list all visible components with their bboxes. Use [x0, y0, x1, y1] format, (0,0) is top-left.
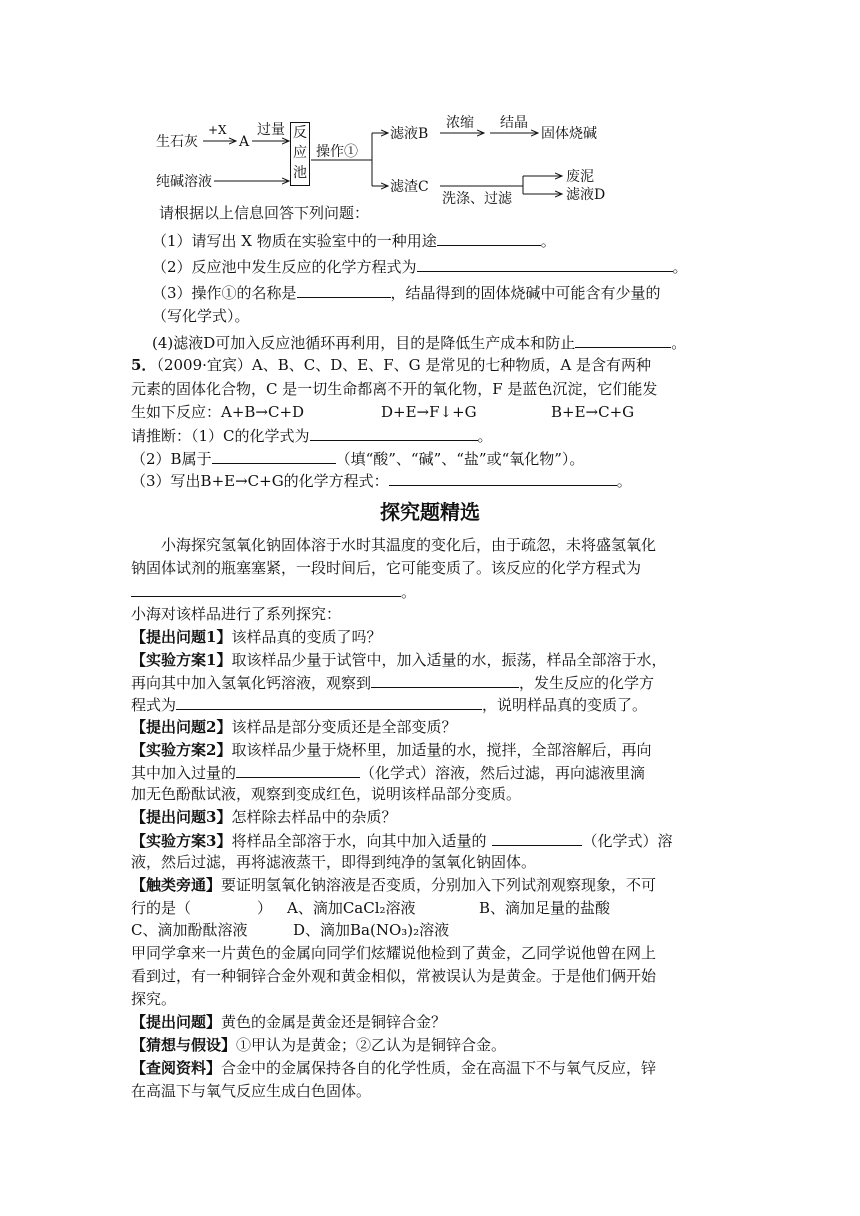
- answer-blank[interactable]: [131, 581, 401, 597]
- gold-reference-1: 【查阅资料】合金中的金属保持各自的化学性质，金在高温下不与氧气反应，锌: [131, 1059, 657, 1077]
- option-c: C、滴加酚酞溶液: [131, 921, 248, 939]
- scheme-2-line3: 加无色酚酞试液，观察到变成红色，说明该样品部分变质。: [131, 785, 522, 803]
- q4-part3: （3）操作①的名称是 ，结晶得到的固体烧碱中可能含有少量的: [152, 284, 661, 302]
- answer-blank[interactable]: [389, 470, 617, 486]
- option-b: B、滴加足量的盐酸: [479, 899, 611, 917]
- answer-blank[interactable]: [212, 448, 336, 464]
- answer-blank[interactable]: [417, 256, 673, 272]
- node-waste-mud: 废泥: [566, 169, 594, 185]
- process-flow-diagram: [0, 0, 860, 210]
- label-plus-x: +X: [208, 123, 227, 137]
- scheme-3-line2: 液，然后过滤，再将滤液蒸干，即得到纯净的氢氧化钠固体。: [131, 853, 537, 871]
- node-residue-c: 滤渣C: [390, 179, 429, 195]
- label-crystallize: 结晶: [500, 115, 528, 131]
- answer-blank[interactable]: [236, 762, 360, 778]
- answer-blank[interactable]: [437, 230, 541, 246]
- scheme-2-line2: 其中加入过量的 （化学式）溶液，然后过滤，再向滤液里滴: [131, 764, 646, 782]
- scheme-2-line1: 【实验方案2】取该样品少量于烧杯里，加适量的水，搅拌，全部溶解后，再向: [131, 741, 652, 759]
- question-3: 【提出问题3】怎样除去样品中的杂质？: [131, 808, 397, 826]
- q4-part2: （2）反应池中发生反应的化学方程式为 。: [152, 258, 688, 276]
- inquiry-intro-2: 钠固体试剂的瓶塞塞紧，一段时间后，它可能变质了。该反应的化学方程式为: [131, 559, 642, 577]
- option-a: A、滴加CaCl₂溶液: [287, 899, 416, 917]
- analogy-line3: [131, 920, 450, 940]
- q5-line2: 元素的固体化合物，C 是一切生命都离不开的氧化物，F 是蓝色沉淀，它们能发: [131, 380, 658, 398]
- gold-reference-2: 在高温下与氧气反应生成白色固体。: [131, 1082, 372, 1100]
- inquiry-intro-1: 小海探究氢氧化钠固体溶于水时其温度的变化后，由于疏忽，未将盛氢氧化: [161, 536, 657, 554]
- scheme-3-line1: 【实验方案3】将样品全部溶于水，向其中加入适量的 （化学式）溶: [131, 832, 673, 850]
- node-soda-solution: 纯碱溶液: [156, 174, 212, 190]
- node-filtrate-b: 滤液B: [390, 126, 429, 142]
- analogy-line2: 行的是（ ） A、滴加CaCl₂溶液 B、滴加足量的盐酸: [131, 899, 611, 917]
- answer-blank[interactable]: [575, 332, 671, 348]
- q5-line5: （2）B属于 （填“酸”、“碱”、“盐”或“氧化物”）。: [131, 450, 585, 468]
- label-concentrate: 浓缩: [446, 115, 474, 131]
- answer-blank[interactable]: [297, 282, 391, 298]
- node-solid-caustic-soda: 固体烧碱: [541, 126, 597, 142]
- scheme-1-line2: 再向其中加入氢氧化钙溶液，观察到 ，发生反应的化学方: [131, 674, 655, 692]
- gold-hypothesis: 【猜想与假设】①甲认为是黄金；②乙认为是铜锌合金。: [131, 1036, 507, 1054]
- label-wash-filter: 洗涤、过滤: [442, 191, 512, 207]
- node-a: A: [239, 134, 250, 150]
- q4-part3b: （写化学式）。: [152, 307, 250, 325]
- scheme-1-line1: 【实验方案1】取该样品少量于试管中，加入适量的水，振荡，样品全部溶于水，: [131, 651, 667, 669]
- node-quicklime: 生石灰: [156, 134, 198, 150]
- node-filtrate-d: 滤液D: [566, 187, 606, 203]
- question-2: 【提出问题2】该样品是部分变质还是全部变质？: [131, 718, 457, 736]
- question-1: 【提出问题1】该样品真的变质了吗？: [131, 628, 382, 646]
- q5-line1: 5．（2009·宜宾）A、B、C、D、E、F、G 是常见的七种物质，A 是含有两种: [131, 356, 651, 374]
- answer-blank[interactable]: [492, 830, 582, 846]
- q4-part4: (4)滤液D可加入反应池循环再利用，目的是降低生产成本和防止 。: [152, 334, 687, 352]
- answer-blank[interactable]: [176, 694, 482, 710]
- scheme-1-line3: 程式为 ，说明样品真的变质了。: [131, 696, 648, 714]
- option-d: D、滴加Ba(NO₃)₂溶液: [293, 921, 450, 939]
- label-operation-1: 操作①: [316, 144, 358, 160]
- q5-line6: （3）写出B+E→C+G的化学方程式： 。: [131, 472, 632, 490]
- gold-intro-1: 甲同学拿来一片黄色的金属向同学们炫耀说他检到了黄金，乙同学说他曾在网上: [131, 944, 657, 962]
- inquiry-intro-4: 小海对该样品进行了系列探究：: [131, 605, 342, 623]
- answer-blank[interactable]: [310, 425, 478, 441]
- answer-blank[interactable]: [371, 672, 519, 688]
- section-title: 探究题精选: [380, 500, 480, 524]
- q5-line4: 请推断：（1）C的化学式为 。: [131, 427, 493, 445]
- gold-intro-2: 看到过，有一种铜锌合金外观和黄金相似，常被误认为是黄金。于是他们俩开始: [131, 967, 657, 985]
- q4-part1: （1）请写出 X 物质在实验室中的一种用途 。: [152, 232, 556, 250]
- gold-question: 【提出问题】黄色的金属是黄金还是铜锌合金？: [131, 1013, 447, 1031]
- q4-intro: 请根据以上信息回答下列问题：: [159, 204, 370, 222]
- q5-line3: 生如下反应：A+B→C+D D+E→F↓+G B+E→C+G: [131, 403, 635, 421]
- gold-intro-3: 探究。: [131, 990, 177, 1008]
- analogy-line1: 【触类旁通】要证明氢氧化钠溶液是否变质，分别加入下列试剂观察现象，不可: [131, 876, 657, 894]
- node-reaction-tank: 反 应 池: [290, 122, 310, 186]
- label-excess: 过量: [257, 122, 285, 138]
- inquiry-intro-3: 。: [131, 581, 416, 602]
